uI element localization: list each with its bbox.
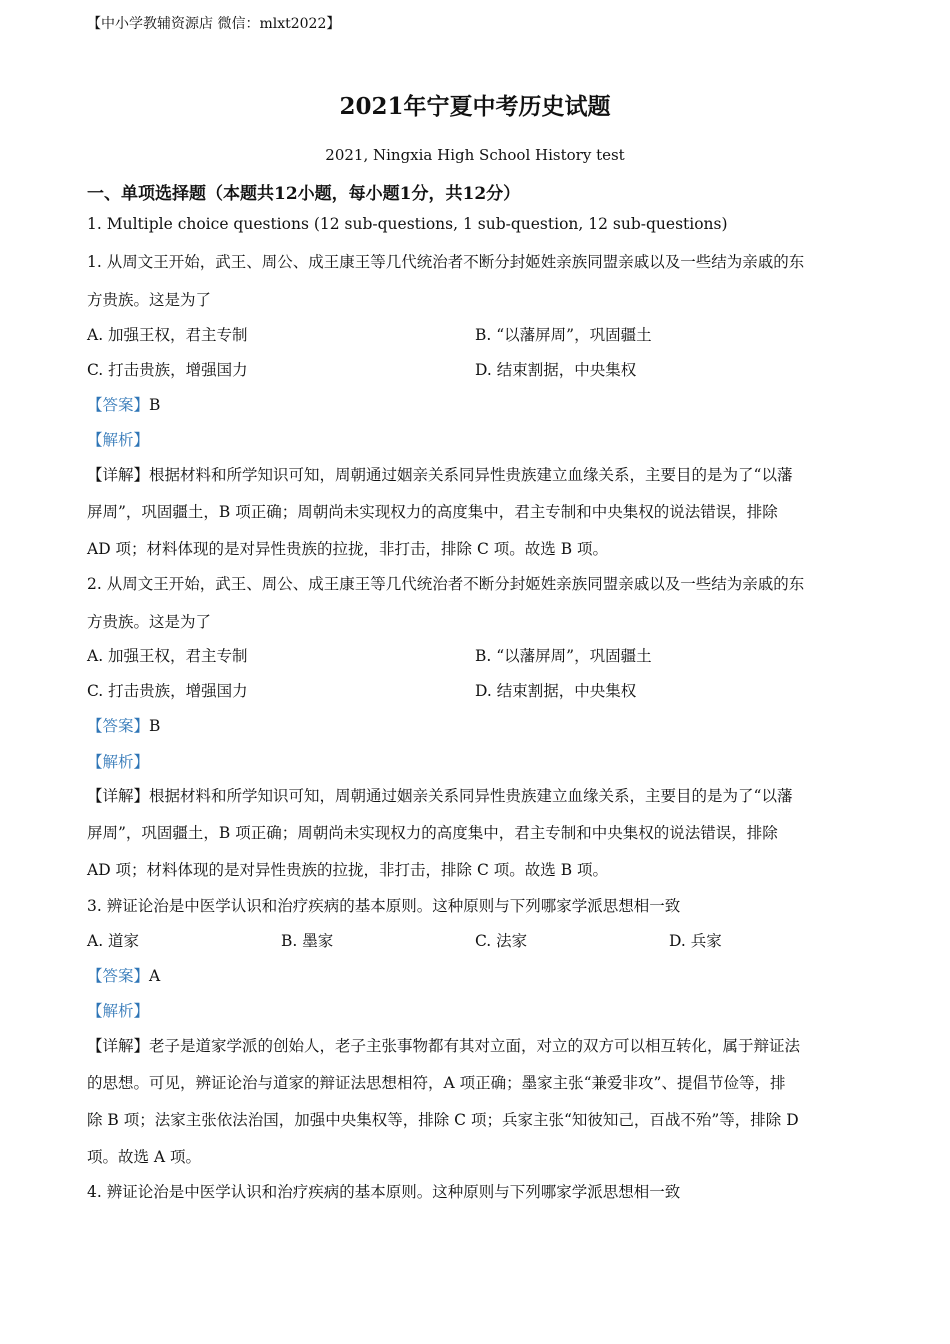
q3-detail-line4: 项。故选 A 项。 [87, 1148, 202, 1166]
q2-option-c: C. 打击贵族，增强国力 [87, 682, 248, 700]
q1-answer-value: B [149, 396, 161, 414]
page-subtitle: 2021, Ningxia High School History test [325, 146, 625, 164]
q3-detail-line2: 的思想。可见，辨证论治与道家的辩证法思想相符，A 项正确；墨家主张“兼爱非攻”、提倡节俭等，排 [87, 1074, 786, 1092]
q1-detail-line1 [87, 463, 792, 485]
q2-detail-line3: AD 项；材料体现的是对异性贵族的拉拢，非打击，排除 C 项。故选 B 项。 [87, 861, 609, 879]
header-note: 【中小学教辅资源店 微信：mlxt2022】 [87, 16, 341, 32]
q2-option-b: B. “以藩屏周”，巩固疆土 [475, 647, 652, 665]
detail-tag: 【详解】 [87, 1037, 150, 1055]
q2-option-d: D. 结束割据，中央集权 [475, 682, 637, 700]
q1-detail-text1: 根据材料和所学知识可知，周朝通过姻亲关系同异性贵族建立血缘关系，主要目的是为了“以藩 [149, 466, 793, 484]
q2-answer-value: B [149, 717, 161, 735]
q2-detail-text1: 根据材料和所学知识可知，周朝通过姻亲关系同异性贵族建立血缘关系，主要目的是为了“以藩 [149, 787, 793, 805]
answer-tag: 【答案】 [87, 967, 150, 985]
q3-option-a: A. 道家 [87, 932, 140, 950]
q3-option-c: C. 法家 [475, 932, 528, 950]
q1-stem-line1: 1. 从周文王开始，武王、周公、成王康王等几代统治者不断分封姬姓亲族同盟亲戚以及一些结为亲戚的东 [87, 253, 805, 271]
q3-analysis [87, 999, 149, 1021]
q2-answer [87, 714, 160, 736]
section-heading: 一、单项选择题（本题共12小题，每小题1分，共12分） [87, 184, 521, 204]
detail-tag: 【详解】 [87, 466, 150, 484]
q2-stem-line2: 方贵族。这是为了 [87, 613, 212, 631]
page-title: 2021年宁夏中考历史试题 [339, 93, 611, 120]
q3-detail-line3: 除 B 项；法家主张依法治国，加强中央集权等，排除 C 项；兵家主张“知彼知己，百战不殆”等，排除 D [87, 1111, 799, 1129]
analysis-tag: 【解析】 [87, 431, 150, 449]
analysis-tag: 【解析】 [87, 1002, 150, 1020]
q1-detail-line2: 屏周”，巩固疆土，B 项正确；周朝尚未实现权力的高度集中，君主专制和中央集权的说法错误，排除 [87, 503, 778, 521]
q2-detail-line1 [87, 784, 792, 806]
q4-stem: 4. 辨证论治是中医学认识和治疗疾病的基本原则。这种原则与下列哪家学派思想相一致 [87, 1183, 681, 1201]
answer-tag: 【答案】 [87, 396, 150, 414]
analysis-tag: 【解析】 [87, 753, 150, 771]
q3-detail-line1 [87, 1034, 800, 1056]
q1-analysis [87, 428, 149, 450]
q3-answer-value: A [149, 967, 161, 985]
answer-tag: 【答案】 [87, 717, 150, 735]
q2-detail-line2: 屏周”，巩固疆土，B 项正确；周朝尚未实现权力的高度集中，君主专制和中央集权的说法错误，排除 [87, 824, 778, 842]
q1-detail-line3: AD 项；材料体现的是对异性贵族的拉拢，非打击，排除 C 项。故选 B 项。 [87, 540, 609, 558]
q3-answer [87, 964, 160, 986]
q3-stem: 3. 辨证论治是中医学认识和治疗疾病的基本原则。这种原则与下列哪家学派思想相一致 [87, 897, 681, 915]
q3-option-d: D. 兵家 [669, 932, 722, 950]
q2-analysis [87, 750, 149, 772]
q3-option-b: B. 墨家 [281, 932, 334, 950]
q1-stem-line2: 方贵族。这是为了 [87, 291, 212, 309]
q1-option-d: D. 结束割据，中央集权 [475, 361, 637, 379]
q1-option-b: B. “以藩屏周”，巩固疆土 [475, 326, 652, 344]
section-heading-english: 1. Multiple choice questions (12 sub-questions, 1 sub-question, 12 sub-questions) [87, 215, 728, 233]
q2-option-a: A. 加强王权，君主专制 [87, 647, 248, 665]
q1-answer [87, 393, 160, 415]
detail-tag: 【详解】 [87, 787, 150, 805]
q3-detail-text1: 老子是道家学派的创始人，老子主张事物都有其对立面，对立的双方可以相互转化，属于辩证法 [149, 1037, 801, 1055]
q2-stem-line1: 2. 从周文王开始，武王、周公、成王康王等几代统治者不断分封姬姓亲族同盟亲戚以及一些结为亲戚的东 [87, 575, 805, 593]
q1-option-c: C. 打击贵族，增强国力 [87, 361, 248, 379]
q1-option-a: A. 加强王权，君主专制 [87, 326, 248, 344]
